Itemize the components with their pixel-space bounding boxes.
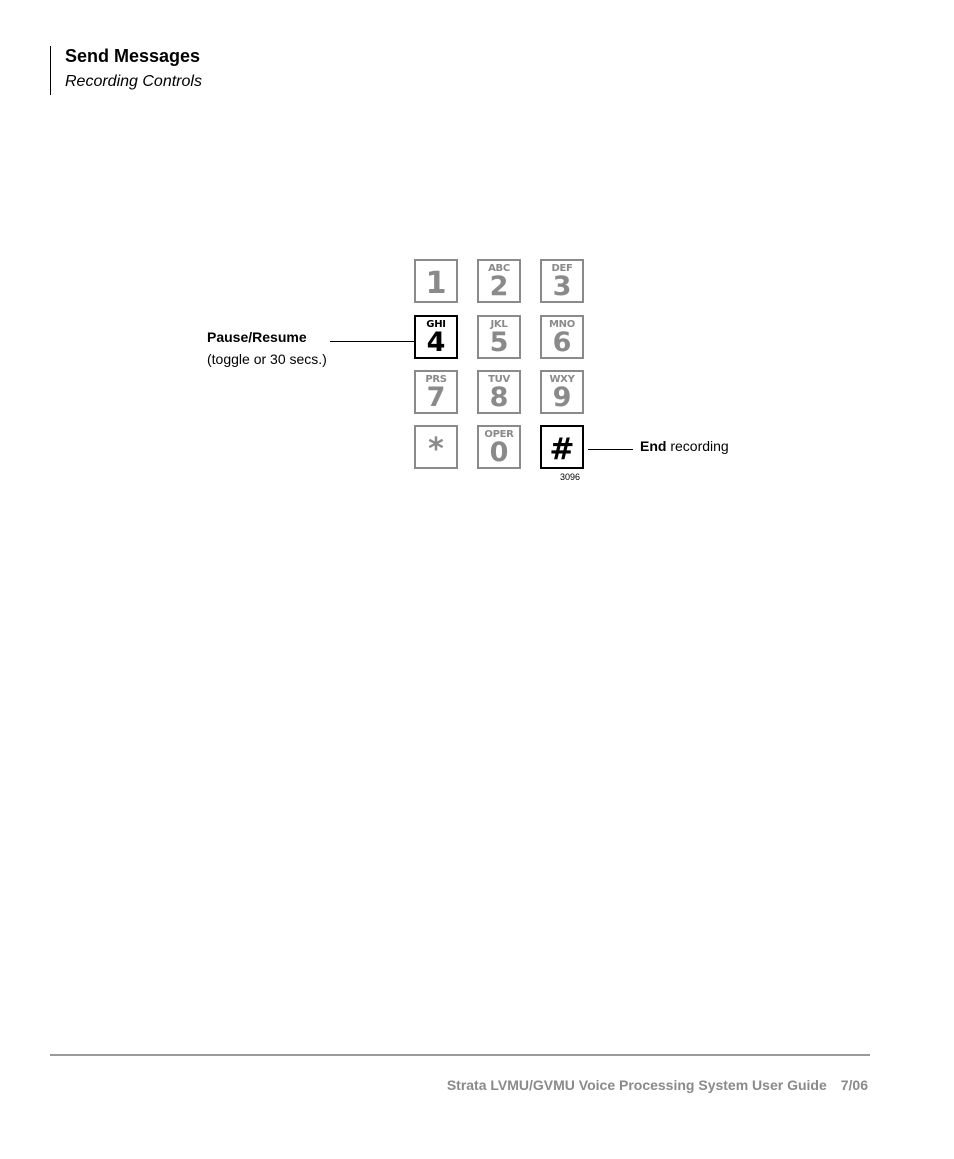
key-6: [540, 315, 584, 359]
key-pound: [540, 425, 584, 469]
end-label-bold: End: [640, 438, 667, 454]
key-7-digit: 7: [426, 382, 446, 413]
key-5-letters: JKL: [490, 319, 508, 330]
key-star: [414, 425, 458, 469]
key-2-digit: 2: [489, 271, 509, 302]
key-6-digit: 6: [552, 327, 572, 358]
key-5: [477, 315, 521, 359]
key-5-digit: 5: [489, 327, 509, 358]
end-callout-line: [588, 449, 633, 450]
key-4-digit: 4: [426, 327, 446, 358]
footer-guide-title: Strata LVMU/GVMU Voice Processing System User Guide: [446, 1077, 827, 1093]
key-8-letters: TUV: [488, 374, 510, 385]
key-4: [414, 315, 458, 359]
key-9: [540, 370, 584, 414]
footer-date: 7/06: [840, 1077, 868, 1093]
key-7: [414, 370, 458, 414]
key-3-letters: DEF: [551, 263, 573, 274]
key-9-letters: WXY: [549, 374, 575, 385]
footer: [447, 1076, 868, 1094]
key-7-letters: PRS: [425, 374, 447, 385]
key-6-letters: MNO: [549, 319, 575, 330]
pause-callout-line: [330, 341, 414, 342]
key-1-digit: 1: [425, 266, 447, 301]
key-pound-digit: #: [549, 432, 575, 467]
end-label-rest: recording: [666, 438, 729, 454]
key-3-digit: 3: [552, 271, 572, 302]
figure-number: 3096: [560, 472, 581, 482]
pause-resume-label: Pause/Resume: [207, 329, 307, 345]
page-title: Send Messages: [65, 46, 201, 66]
key-8: [477, 370, 521, 414]
key-4-letters: GHI: [426, 319, 446, 330]
key-0: [477, 425, 521, 469]
footer-rule: [50, 1054, 870, 1056]
key-0-letters: OPER: [484, 429, 514, 440]
pause-resume-note: (toggle or 30 secs.): [207, 351, 327, 367]
end-recording-label: [640, 437, 729, 455]
key-1: [414, 259, 458, 303]
key-2: [477, 259, 521, 303]
key-star-digit: *: [428, 432, 444, 467]
page-subtitle: Recording Controls: [65, 73, 202, 90]
key-3: [540, 259, 584, 303]
key-9-digit: 9: [552, 382, 572, 413]
key-8-digit: 8: [489, 382, 509, 413]
key-2-letters: ABC: [488, 263, 510, 274]
key-0-digit: 0: [489, 437, 509, 468]
